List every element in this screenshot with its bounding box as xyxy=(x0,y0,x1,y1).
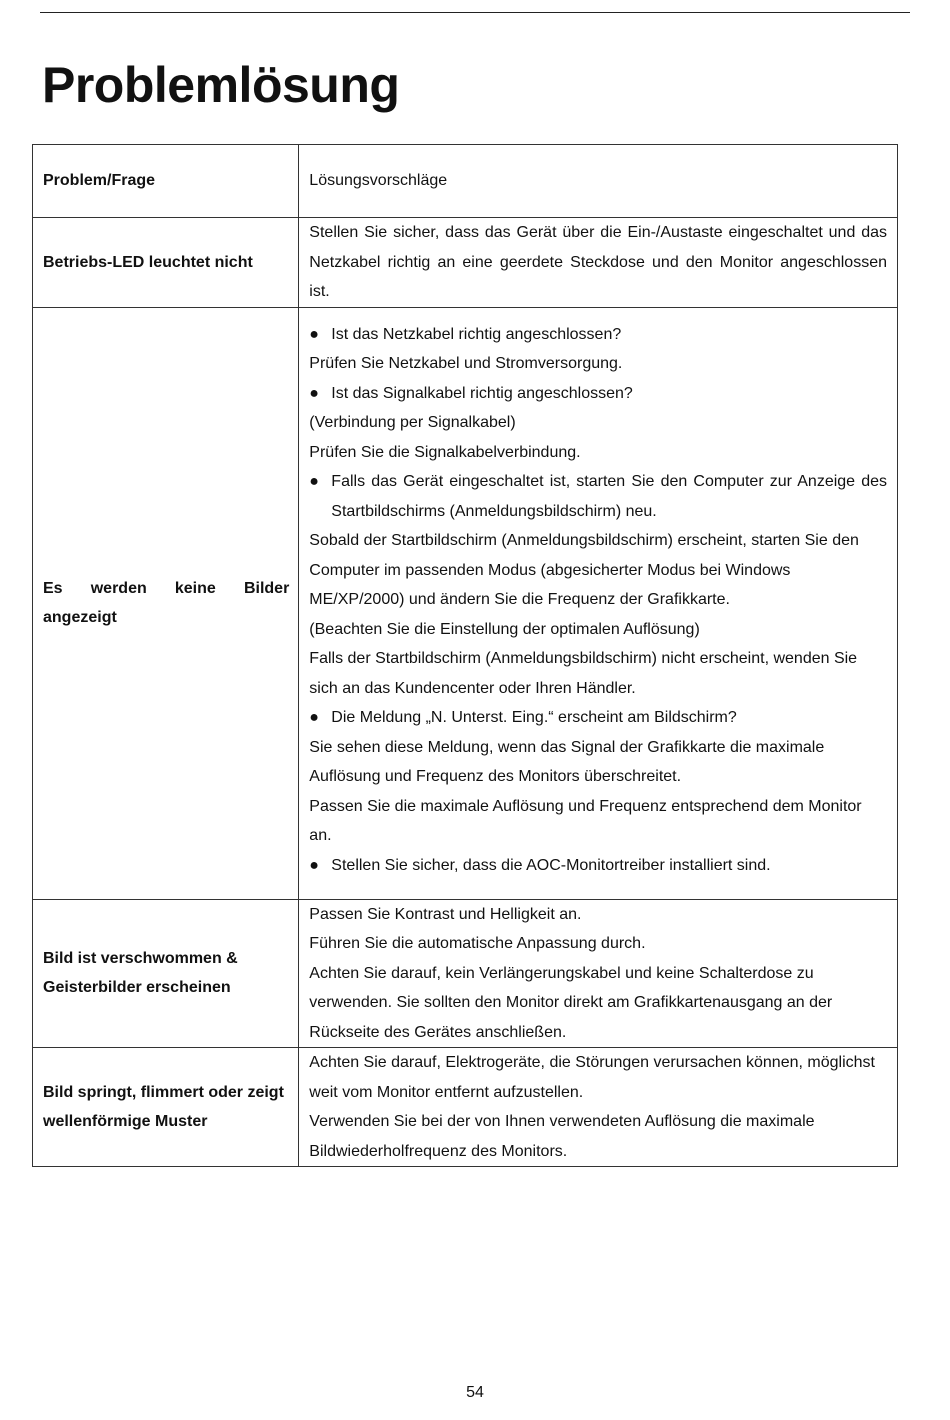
solution-line: Achten Sie darauf, kein Verlängerungskabel und keine Schalterdose zu verwenden. Sie sollten den Monitor direkt am Grafikkartenausgang an der Rückseite des Gerätes anschließen. xyxy=(309,964,833,1041)
table-row xyxy=(33,1048,898,1167)
page-title: Problemlösung xyxy=(42,57,400,113)
solution-line: Prüfen Sie Netzkabel und Stromversorgung. xyxy=(309,355,623,373)
top-divider xyxy=(40,12,910,13)
bullet-icon: ● xyxy=(309,709,319,727)
problem-cell: Betriebs-LED leuchtet nicht xyxy=(33,218,299,308)
solution-bullet-line: ● Stellen Sie sicher, dass die AOC-Monitortreiber installiert sind. xyxy=(309,851,887,881)
solution-line: Sie sehen diese Meldung, wenn das Signal der Grafikkarte die maximale Auflösung und Frequenz des Monitors überschreitet. xyxy=(309,738,825,786)
solution-line: Führen Sie die automatische Anpassung durch. xyxy=(309,935,646,952)
header-problem: Problem/Frage xyxy=(33,145,299,218)
problem-cell: Bild springt, flimmert oder zeigt wellenförmige Muster xyxy=(33,1048,299,1167)
header-solution: Lösungsvorschläge xyxy=(299,145,898,218)
troubleshooting-table xyxy=(32,144,898,1167)
solution-line: Passen Sie Kontrast und Helligkeit an. xyxy=(309,905,582,923)
solution-line: Sobald der Startbildschirm (Anmeldungsbildschirm) erscheint, starten Sie den Computer im passenden Modus (abgesicherter Modus bei Windows ME/XP/2000) und ändern Sie die Frequenz der Grafikkarte. xyxy=(309,532,859,609)
solution-cell xyxy=(299,899,898,1048)
table-row xyxy=(33,899,898,1048)
solution-bullet-line: ● Die Meldung „N. Unterst. Eing.“ erscheint am Bildschirm? xyxy=(309,703,887,733)
problem-cell: Bild ist verschwommen & Geisterbilder erscheinen xyxy=(33,899,299,1048)
problem-cell: Es werden keine Bilder angezeigt xyxy=(33,307,299,899)
solution-line: (Beachten Sie die Einstellung der optimalen Auflösung) xyxy=(309,620,700,638)
solution-line: Achten Sie darauf, Elektrogeräte, die Störungen verursachen können, möglichst weit vom Monitor entfernt aufzustellen. xyxy=(309,1054,875,1101)
solution-line: Prüfen Sie die Signalkabelverbindung. xyxy=(309,443,581,461)
solution-cell xyxy=(299,307,898,899)
page-number: 54 xyxy=(466,1384,484,1401)
table-row xyxy=(33,307,898,899)
solution-bullet-line: ● Ist das Netzkabel richtig angeschlossen? xyxy=(309,320,887,350)
solution-bullet-line: ● Falls das Gerät eingeschaltet ist, starten Sie den Computer zur Anzeige des Startbildschirms (Anmeldungsbildschirm) neu. xyxy=(309,467,887,526)
bullet-icon: ● xyxy=(309,856,319,874)
solution-line: Falls der Startbildschirm (Anmeldungsbildschirm) nicht erscheint, wenden Sie sich an das Kundencenter oder Ihren Händler. xyxy=(309,650,858,697)
solution-bullet-line: ● Ist das Signalkabel richtig angeschlossen? xyxy=(309,379,887,409)
bullet-icon: ● xyxy=(309,384,319,402)
bullet-icon: ● xyxy=(309,473,319,491)
table-header-row xyxy=(33,145,898,218)
solution-line: Passen Sie die maximale Auflösung und Frequenz entsprechend dem Monitor an. xyxy=(309,797,862,845)
table-row xyxy=(33,218,898,308)
solution-line: Verwenden Sie bei der von Ihnen verwendeten Auflösung die maximale Bildwiederholfrequenz des Monitors. xyxy=(309,1113,815,1160)
solution-cell xyxy=(299,1048,898,1167)
bullet-icon: ● xyxy=(309,325,319,343)
solution-line: (Verbindung per Signalkabel) xyxy=(309,414,516,432)
solution-cell: Stellen Sie sicher, dass das Gerät über die Ein-/Austaste eingeschaltet und das Netzkabel richtig an eine geerdete Steckdose und den Monitor angeschlossen ist. xyxy=(299,218,898,308)
